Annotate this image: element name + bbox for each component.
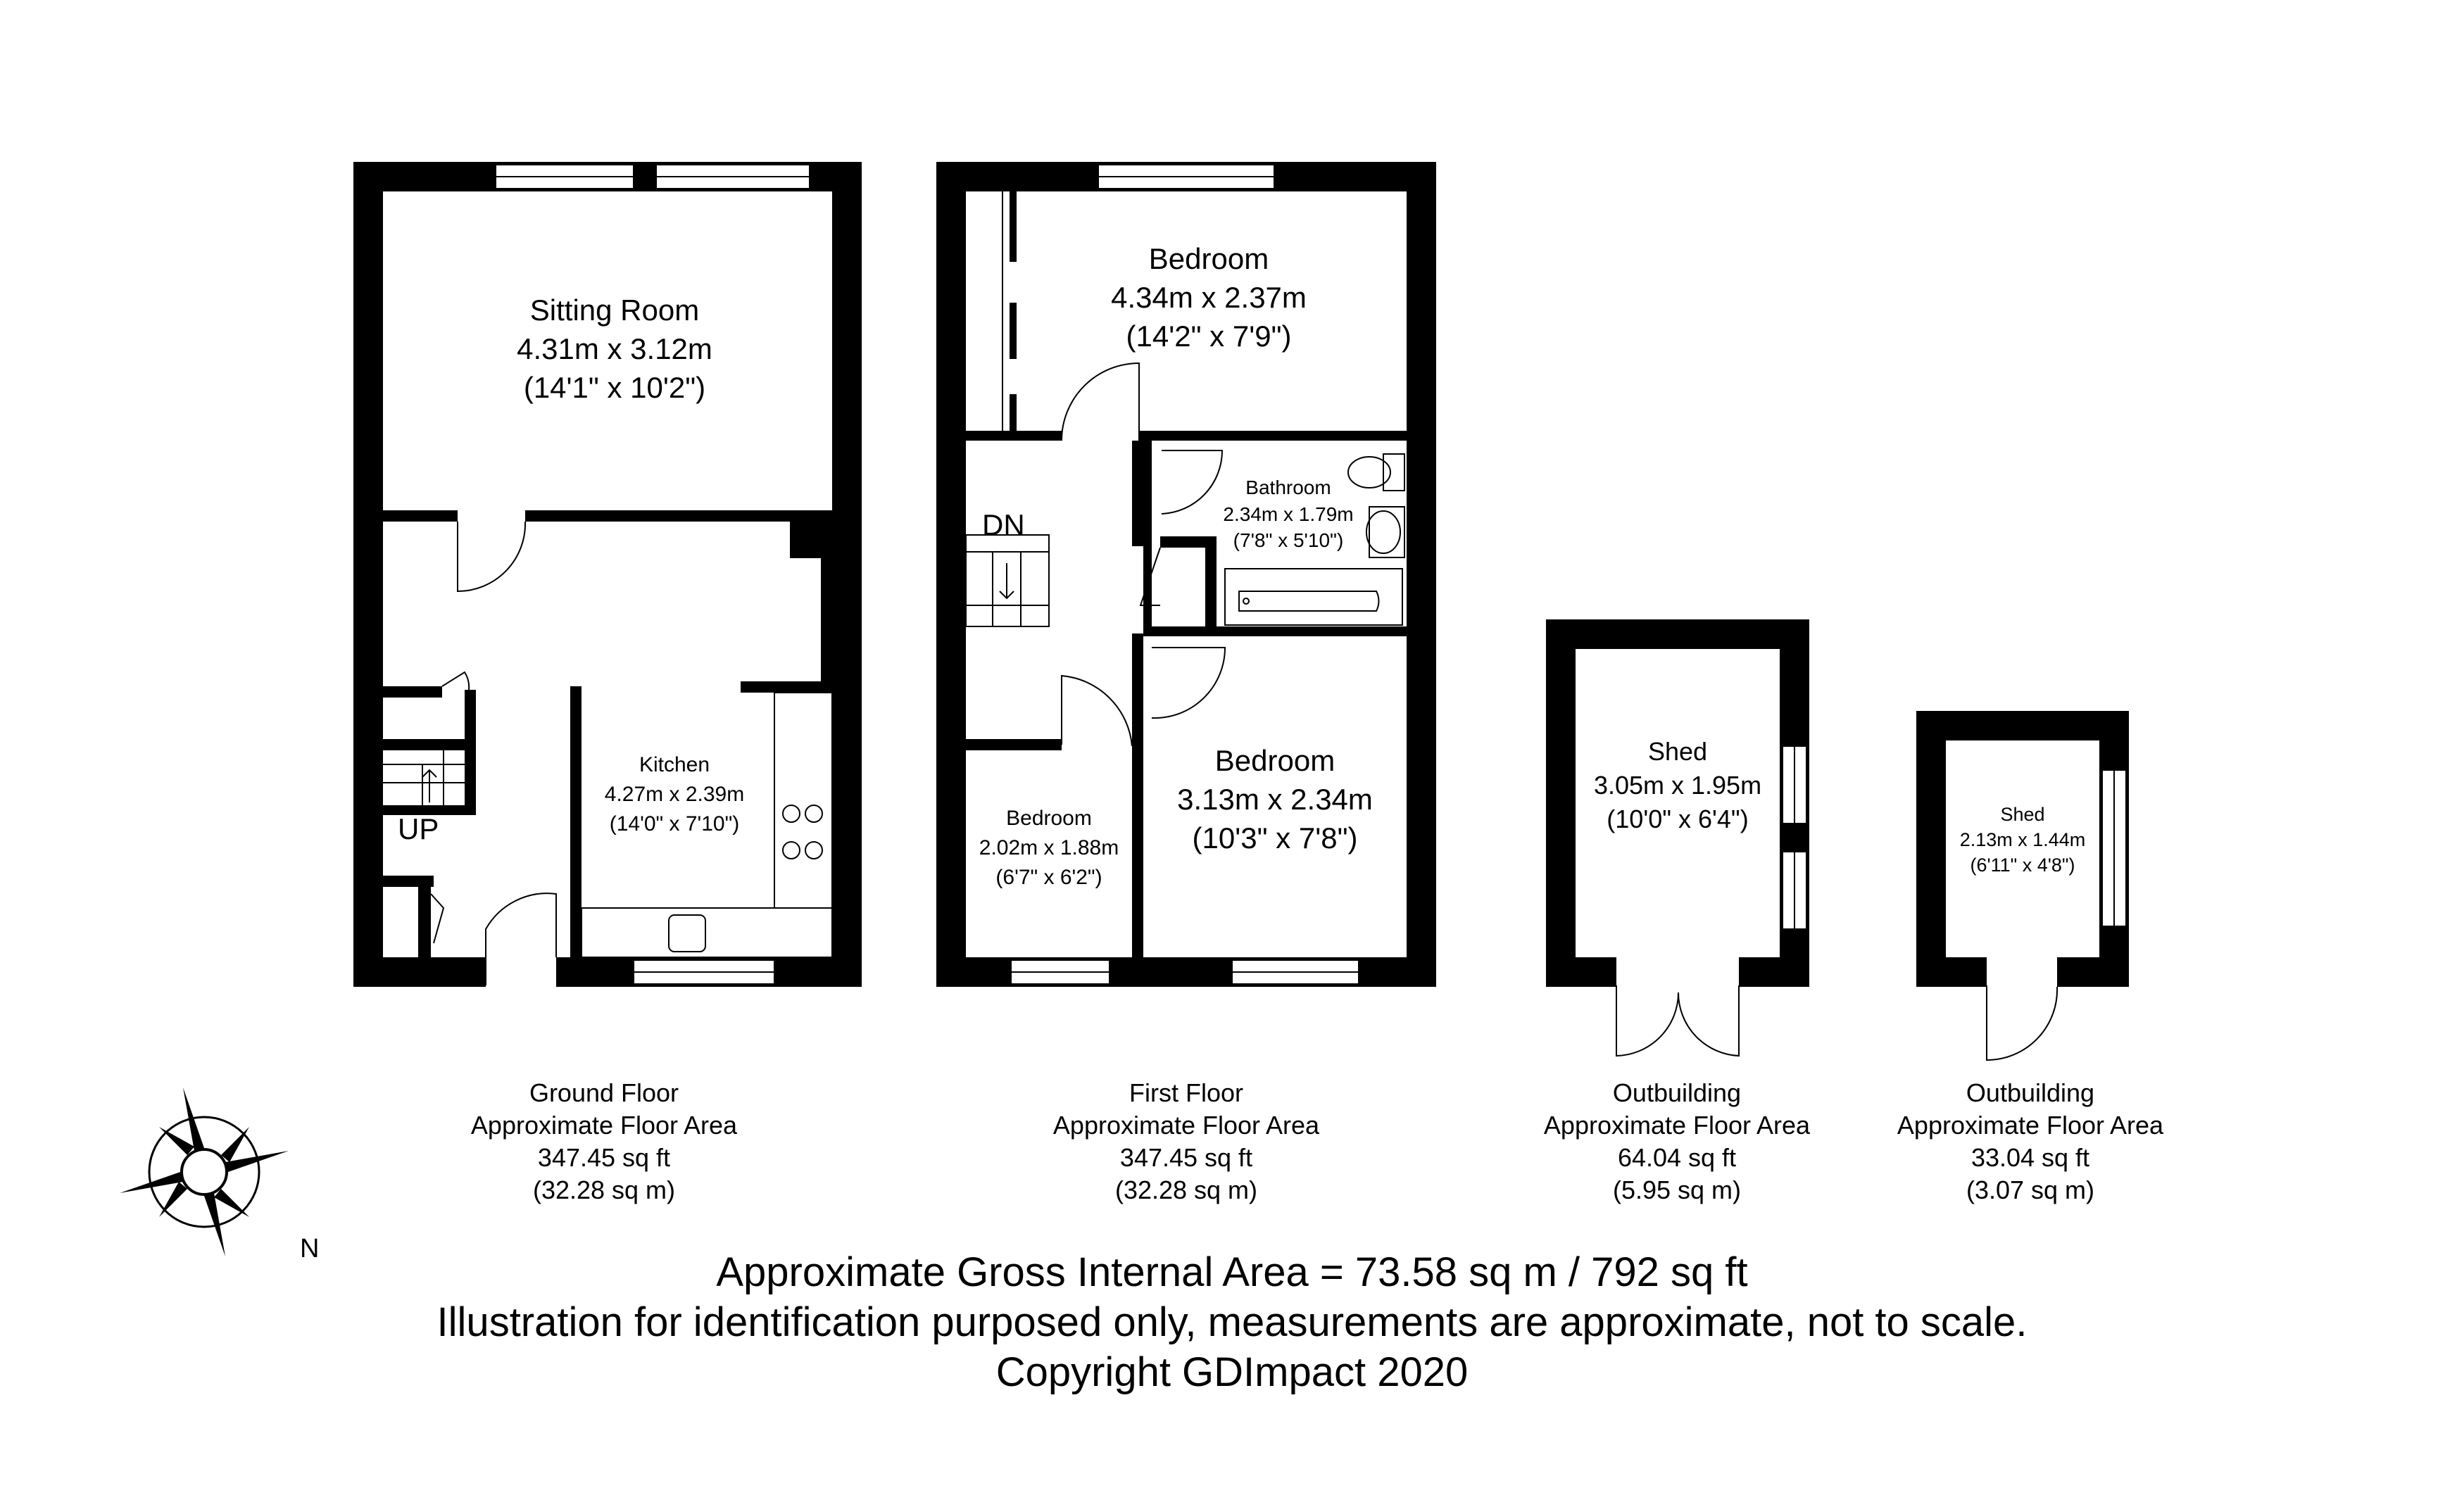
bathroom-imperial: (7'8" x 5'10") — [1233, 529, 1344, 551]
shed-2-metric: 2.13m x 1.44m — [1959, 829, 2086, 850]
outbuilding-1-sqm: (5.95 sq m) — [1612, 1175, 1742, 1204]
ground-floor-area-label: Approximate Floor Area — [470, 1111, 738, 1140]
shed-1-plan — [1546, 619, 1809, 1056]
shed-2-plan — [1916, 711, 2129, 1060]
first-floor-title: First Floor — [1129, 1078, 1243, 1107]
bedroom-3-metric: 2.02m x 1.88m — [979, 836, 1119, 859]
copyright-text: Copyright GDImpact 2020 — [995, 1349, 1469, 1395]
outbuilding-1-title: Outbuilding — [1612, 1078, 1742, 1107]
first-floor-area-label: Approximate Floor Area — [1052, 1111, 1320, 1140]
bedroom-3-imperial: (6'7" x 6'2") — [995, 866, 1102, 889]
sitting-room-metric: 4.31m x 3.12m — [517, 332, 712, 365]
first-floor-caption — [1017, 1077, 1355, 1206]
ground-floor-caption — [435, 1077, 773, 1206]
bedroom-1-name: Bedroom — [1148, 242, 1269, 275]
bathroom-name: Bathroom — [1245, 477, 1331, 498]
outbuilding-2-sqft: 33.04 sq ft — [1970, 1143, 2090, 1172]
bedroom-2-imperial: (10'3" x 7'8") — [1192, 821, 1358, 855]
bedroom-2-metric: 3.13m x 2.34m — [1177, 783, 1373, 816]
sitting-room-imperial: (14'1" x 10'2") — [523, 371, 706, 404]
outbuilding-2-sqm: (3.07 sq m) — [1966, 1175, 2095, 1204]
outbuilding-1-sqft: 64.04 sq ft — [1617, 1143, 1737, 1172]
shed-2-name: Shed — [2000, 804, 2045, 825]
outbuilding-1-caption — [1508, 1077, 1846, 1206]
shed-1-name: Shed — [1647, 737, 1708, 766]
outbuilding-2-title: Outbuilding — [1966, 1078, 2095, 1107]
bedroom-1-imperial: (14'2" x 7'9") — [1126, 320, 1292, 353]
gross-area-text: Approximate Gross Internal Area = 73.58 sq m / 792 sq ft — [716, 1249, 1748, 1295]
ground-floor-title: Ground Floor — [529, 1078, 679, 1107]
stairs-down-label: DN — [982, 508, 1025, 541]
outbuilding-1-area-label: Approximate Floor Area — [1543, 1111, 1811, 1140]
sitting-room-name: Sitting Room — [529, 294, 700, 327]
kitchen-imperial: (14'0" x 7'10") — [609, 812, 740, 836]
disclaimer-text: Illustration for identification purposed only, measurements are approximate, not to scale. — [436, 1299, 2028, 1345]
ground-floor-sqft: 347.45 sq ft — [537, 1143, 671, 1172]
shed-1-imperial: (10'0" x 6'4") — [1607, 805, 1749, 833]
compass-north-label: N — [300, 1234, 320, 1263]
bathroom-metric: 2.34m x 1.79m — [1223, 503, 1354, 525]
bedroom-1-metric: 4.34m x 2.37m — [1111, 281, 1307, 314]
bedroom-3-name: Bedroom — [1006, 807, 1092, 830]
outbuilding-2-area-label: Approximate Floor Area — [1897, 1111, 2164, 1140]
first-floor-sqm: (32.28 sq m) — [1114, 1175, 1258, 1204]
ground-floor-sqm: (32.28 sq m) — [532, 1175, 676, 1204]
stairs-up-label: UP — [398, 812, 439, 845]
bedroom-2-name: Bedroom — [1214, 744, 1335, 777]
ground-floor-plan — [353, 162, 862, 987]
shed-2-imperial: (6'11" x 4'8") — [1970, 855, 2075, 876]
kitchen-metric: 4.27m x 2.39m — [604, 783, 745, 806]
compass-rose-icon — [120, 1087, 289, 1256]
first-floor-sqft: 347.45 sq ft — [1119, 1143, 1253, 1172]
outbuilding-2-caption — [1861, 1077, 2199, 1206]
shed-1-metric: 3.05m x 1.95m — [1593, 771, 1762, 800]
footer — [0, 1247, 2464, 1397]
kitchen-name: Kitchen — [639, 753, 710, 776]
